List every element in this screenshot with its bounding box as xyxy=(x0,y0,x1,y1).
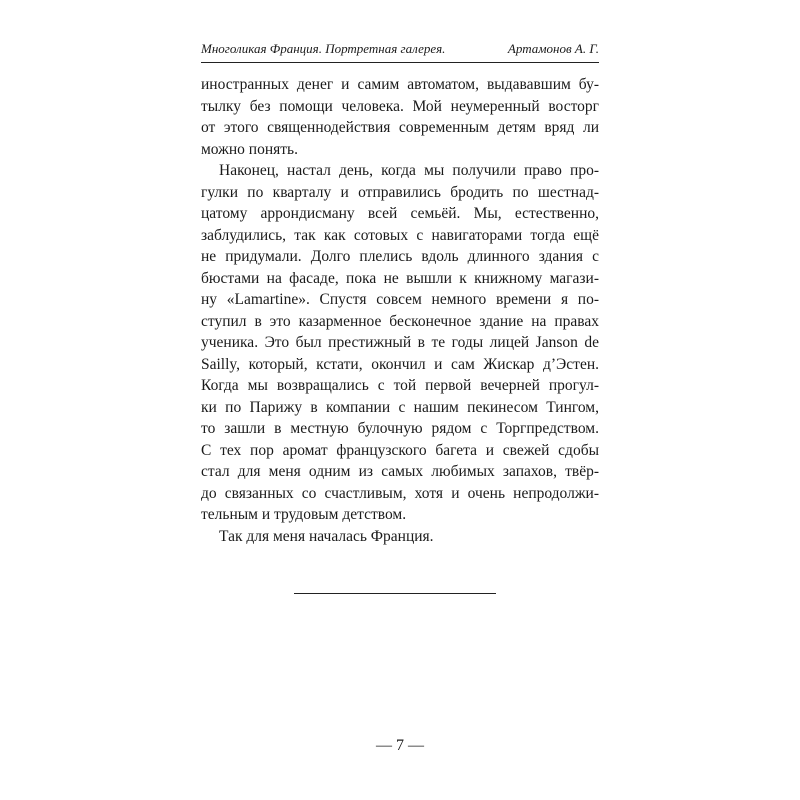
text-line: не придумали. Долго плелись вдоль длинного здания с xyxy=(201,248,599,265)
text-line: иностранных денег и самим автоматом, выдававшим бу- xyxy=(201,76,599,93)
text-line: до связанных со счастливым, хотя и очень непродолжи- xyxy=(201,484,599,502)
body-text xyxy=(201,74,599,547)
text-line: можно понять. xyxy=(201,140,298,158)
text-line: цатому аррондисману всей семьёй. Мы, естественно, xyxy=(201,205,599,222)
running-head-title: Многоликая Франция. Портретная галерея. xyxy=(201,41,446,56)
text-line: ученика. Это был престижный в те годы лицей Janson de xyxy=(201,334,599,351)
text-line: тылку без помощи человека. Мой неумеренный восторг xyxy=(201,97,599,115)
text-line: стал для меня одним из самых любимых запахов, твёр- xyxy=(201,463,599,480)
text-line: ну «Lamartine». Спустя совсем немного времени я по- xyxy=(201,291,599,308)
paragraph-1 xyxy=(201,74,599,160)
text-line: ступил в это казарменное бесконечное здание на правах xyxy=(201,312,599,330)
text-line: С тех пор аромат французского багета и свежей сдобы xyxy=(201,441,599,459)
running-head-author: Артамонов А. Г. xyxy=(507,41,599,56)
text-line: Наконец, настал день, когда мы получили право про- xyxy=(219,162,599,179)
text-line: от этого священнодействия современным детям вряд ли xyxy=(201,119,599,136)
section-separator-rule xyxy=(294,593,496,594)
paragraph-3 xyxy=(201,526,599,548)
text-line: бюстами на фасаде, пока не вышли к книжному магази- xyxy=(201,269,599,287)
paragraph-2 xyxy=(201,160,599,526)
text-line: гулки по кварталу и отправились бродить по шестнад- xyxy=(201,183,599,201)
text-line: то зашли в местную булочную рядом с Торгпредством. xyxy=(201,420,599,437)
page-number: — 7 — xyxy=(376,737,424,754)
text-line: Sailly, который, кстати, окончил и сам Жискар д’Эстен. xyxy=(201,355,599,373)
text-line: тельным и трудовым детством. xyxy=(201,506,407,523)
header-rule xyxy=(201,62,599,63)
text-line: Когда мы возвращались с той первой вечерней прогул- xyxy=(201,377,599,394)
text-line: Так для меня началась Франция. xyxy=(219,527,434,545)
running-head xyxy=(201,41,599,57)
text-line: ки по Парижу в компании с нашим пекинесом Тингом, xyxy=(201,398,599,416)
text-line: заблудились, так как сотовых с навигаторами тогда ещё xyxy=(201,226,599,244)
